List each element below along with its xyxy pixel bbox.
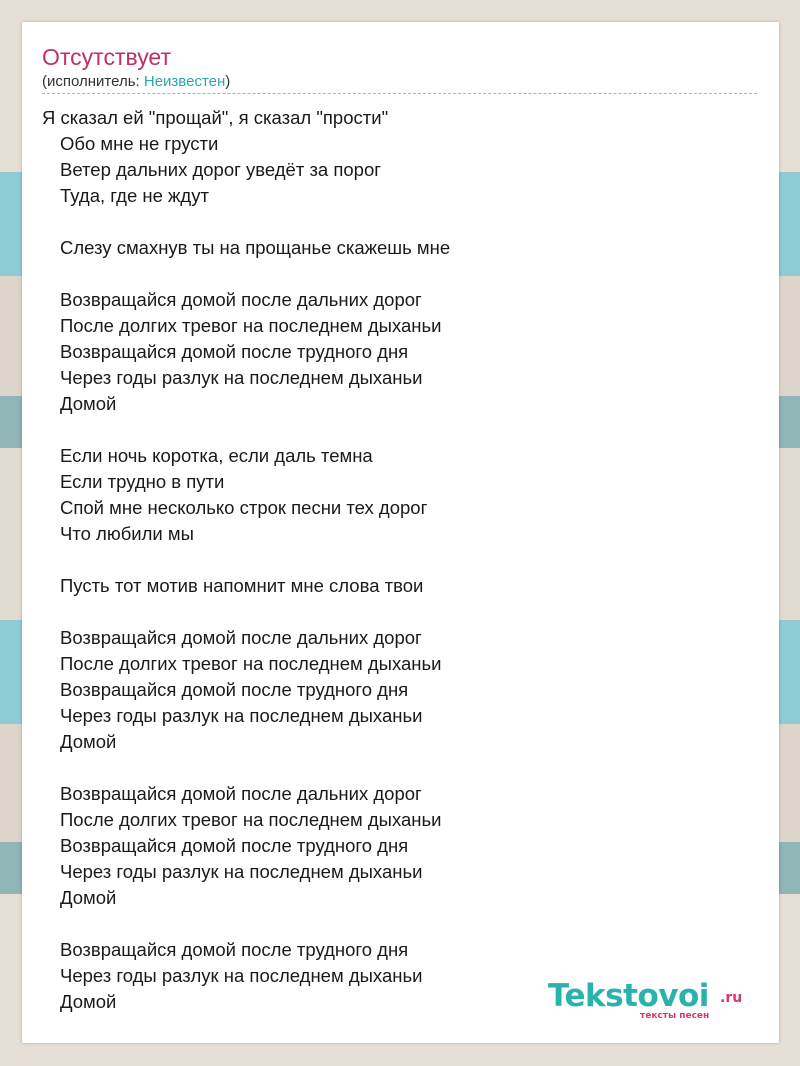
- lyric-blank-line: [42, 209, 450, 235]
- lyric-line: Обо мне не грусти: [60, 133, 219, 154]
- lyric-line: Ветер дальних дорог уведёт за порог: [60, 159, 381, 180]
- divider: [42, 93, 757, 94]
- lyric-line: Возвращайся домой после трудного дня: [60, 341, 409, 362]
- tekstovoi-logo[interactable]: [548, 978, 753, 1021]
- lyric-line: Возвращайся домой после трудного дня: [60, 679, 409, 700]
- lyric-blank-line: [42, 755, 450, 781]
- lyric-blank-line: [42, 911, 450, 937]
- lyric-line: Домой: [60, 393, 117, 414]
- lyric-blank-line: [42, 547, 450, 573]
- lyric-line: Домой: [60, 887, 117, 908]
- lyric-line: Возвращайся домой после дальних дорог: [60, 783, 422, 804]
- lyric-line: Возвращайся домой после трудного дня: [60, 939, 409, 960]
- lyric-line: Домой: [60, 991, 117, 1012]
- lyric-line: Спой мне несколько строк песни тех дорог: [60, 497, 428, 518]
- lyric-line: Через годы разлук на последнем дыханьи: [60, 861, 423, 882]
- artist-prefix: (исполнитель:: [42, 73, 144, 90]
- lyric-blank-line: [42, 417, 450, 443]
- lyrics-card: [22, 22, 779, 1043]
- lyric-blank-line: [42, 261, 450, 287]
- lyric-line: После долгих тревог на последнем дыханьи: [60, 809, 442, 830]
- lyric-line: Домой: [60, 731, 117, 752]
- lyric-line: Слезу смахнув ты на прощанье скажешь мне: [60, 237, 451, 258]
- lyric-blank-line: [42, 599, 450, 625]
- lyric-line: Если ночь коротка, если даль темна: [60, 445, 373, 466]
- lyric-line: Если трудно в пути: [60, 471, 225, 492]
- lyric-line: После долгих тревог на последнем дыханьи: [60, 653, 442, 674]
- logo-wordmark: Tekstovoi: [548, 978, 709, 1014]
- lyric-line: Возвращайся домой после трудного дня: [60, 835, 409, 856]
- artist-suffix: ): [225, 73, 231, 90]
- lyric-line: Через годы разлук на последнем дыханьи: [60, 965, 423, 986]
- lyric-line: Что любили мы: [60, 523, 194, 544]
- lyric-line: После долгих тревог на последнем дыханьи: [60, 315, 442, 336]
- song-title: Отсутствует: [42, 44, 171, 70]
- lyric-line: Туда, где не ждут: [60, 185, 209, 206]
- artist-link[interactable]: Неизвестен: [143, 73, 226, 90]
- lyrics-text: [42, 105, 450, 1015]
- lyric-line: Возвращайся домой после дальних дорог: [60, 289, 422, 310]
- lyric-line: Возвращайся домой после дальних дорог: [60, 627, 422, 648]
- lyric-line: Я сказал ей "прощай", я сказал "прости": [42, 107, 389, 128]
- artist-line: [42, 73, 230, 91]
- lyric-line: Пусть тот мотив напомнит мне слова твои: [60, 575, 424, 596]
- logo-tagline: тексты песен: [640, 1011, 710, 1021]
- lyric-line: Через годы разлук на последнем дыханьи: [60, 367, 423, 388]
- lyric-line: Через годы разлук на последнем дыханьи: [60, 705, 423, 726]
- logo-tld: .ru: [720, 990, 743, 1006]
